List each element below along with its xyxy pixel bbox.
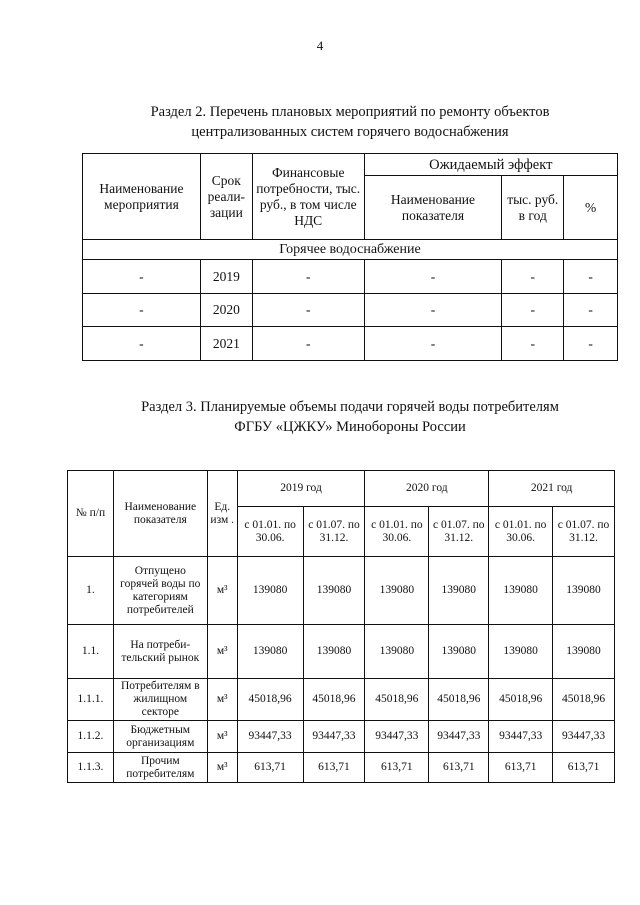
cell-name: Отпущено горячей воды по категориям потребителей xyxy=(113,557,207,625)
header-indicator-name: Наименование показателя xyxy=(364,176,502,240)
cell-unit: м³ xyxy=(207,679,237,721)
cell-value: 139080 xyxy=(489,625,553,679)
header-half1: с 01.01. по 30.06. xyxy=(365,507,429,557)
section-3-title-line1: Раздел 3. Планируемые объемы подачи горячей воды потребителям xyxy=(141,399,559,415)
cell-pct: - xyxy=(564,294,618,327)
header-term: Срок реали-зации xyxy=(200,154,252,240)
cell-pct: - xyxy=(564,327,618,361)
cell-name: Потребителям в жилищном секторе xyxy=(113,679,207,721)
page-number: 4 xyxy=(316,38,324,53)
header-year-2019: 2019 год xyxy=(237,471,365,507)
hot-water-volumes-table xyxy=(67,470,615,783)
header-thousand-rub-year: тыс. руб. в год xyxy=(502,176,564,240)
cell-finance: - xyxy=(252,294,364,327)
cell-rub: - xyxy=(502,260,564,294)
cell-pct: - xyxy=(564,260,618,294)
cell-name: - xyxy=(83,327,201,361)
cell-value: 139080 xyxy=(365,557,429,625)
cell-name: - xyxy=(83,294,201,327)
table-row xyxy=(68,753,615,783)
cell-indicator: - xyxy=(364,327,502,361)
cell-unit: м³ xyxy=(207,721,237,753)
cell-year: 2019 xyxy=(200,260,252,294)
header-half2: с 01.07. по 31.12. xyxy=(303,507,365,557)
cell-value: 139080 xyxy=(489,557,553,625)
cell-value: 45018,96 xyxy=(365,679,429,721)
cell-rub: - xyxy=(502,294,564,327)
cell-value: 139080 xyxy=(553,557,615,625)
header-half1: с 01.01. по 30.06. xyxy=(237,507,303,557)
table-row xyxy=(83,260,618,294)
header-half2: с 01.07. по 31.12. xyxy=(553,507,615,557)
header-finance: Финансовые потребности, тыс. руб., в том числе НДС xyxy=(252,154,364,240)
cell-num: 1.1.2. xyxy=(68,721,114,753)
cell-indicator: - xyxy=(364,260,502,294)
header-num: № п/п xyxy=(68,471,114,557)
cell-value: 45018,96 xyxy=(237,679,303,721)
header-percent: % xyxy=(564,176,618,240)
table-row xyxy=(68,721,615,753)
cell-finance: - xyxy=(252,260,364,294)
header-year-2021: 2021 год xyxy=(489,471,615,507)
cell-rub: - xyxy=(502,327,564,361)
planned-events-table xyxy=(82,153,618,361)
table-row xyxy=(68,679,615,721)
cell-indicator: - xyxy=(364,294,502,327)
cell-num: 1.1. xyxy=(68,625,114,679)
cell-value: 93447,33 xyxy=(365,721,429,753)
cell-value: 139080 xyxy=(429,557,489,625)
section-3-title xyxy=(60,397,640,437)
group-label: Горячее водоснабжение xyxy=(83,240,618,260)
cell-value: 93447,33 xyxy=(489,721,553,753)
cell-value: 139080 xyxy=(237,625,303,679)
cell-value: 93447,33 xyxy=(237,721,303,753)
cell-value: 613,71 xyxy=(365,753,429,783)
cell-year: 2021 xyxy=(200,327,252,361)
header-indicator: Наименование показателя xyxy=(113,471,207,557)
section-3-title-line2: ФГБУ «ЦЖКУ» Минобороны России xyxy=(234,419,466,435)
cell-year: 2020 xyxy=(200,294,252,327)
cell-value: 613,71 xyxy=(237,753,303,783)
cell-value: 613,71 xyxy=(429,753,489,783)
cell-finance: - xyxy=(252,327,364,361)
cell-name: На потреби-тельский рынок xyxy=(113,625,207,679)
cell-unit: м³ xyxy=(207,625,237,679)
cell-num: 1.1.3. xyxy=(68,753,114,783)
table-row xyxy=(68,625,615,679)
cell-value: 45018,96 xyxy=(303,679,365,721)
cell-value: 93447,33 xyxy=(303,721,365,753)
cell-num: 1. xyxy=(68,557,114,625)
header-half1: с 01.01. по 30.06. xyxy=(489,507,553,557)
header-year-2020: 2020 год xyxy=(365,471,489,507)
table-row xyxy=(83,294,618,327)
header-half2: с 01.07. по 31.12. xyxy=(429,507,489,557)
cell-value: 139080 xyxy=(365,625,429,679)
cell-value: 139080 xyxy=(303,625,365,679)
table-row xyxy=(83,327,618,361)
cell-value: 613,71 xyxy=(553,753,615,783)
section-2-title xyxy=(60,102,640,142)
header-expected-effect: Ожидаемый эффект xyxy=(364,154,617,176)
header-event-name: Наименование мероприятия xyxy=(83,154,201,240)
table-row xyxy=(68,557,615,625)
cell-value: 139080 xyxy=(553,625,615,679)
cell-value: 139080 xyxy=(303,557,365,625)
header-unit: Ед. изм . xyxy=(207,471,237,557)
cell-name: - xyxy=(83,260,201,294)
cell-value: 45018,96 xyxy=(553,679,615,721)
cell-num: 1.1.1. xyxy=(68,679,114,721)
cell-name: Прочим потребителям xyxy=(113,753,207,783)
cell-value: 45018,96 xyxy=(489,679,553,721)
section-2-title-line1: Раздел 2. Перечень плановых мероприятий по ремонту объектов xyxy=(150,104,550,120)
cell-value: 139080 xyxy=(429,625,489,679)
cell-value: 613,71 xyxy=(303,753,365,783)
cell-unit: м³ xyxy=(207,753,237,783)
cell-name: Бюджетным организациям xyxy=(113,721,207,753)
cell-value: 93447,33 xyxy=(429,721,489,753)
cell-value: 139080 xyxy=(237,557,303,625)
cell-value: 613,71 xyxy=(489,753,553,783)
cell-value: 45018,96 xyxy=(429,679,489,721)
cell-value: 93447,33 xyxy=(553,721,615,753)
cell-unit: м³ xyxy=(207,557,237,625)
section-2-title-line2: централизованных систем горячего водоснабжения xyxy=(191,124,509,140)
